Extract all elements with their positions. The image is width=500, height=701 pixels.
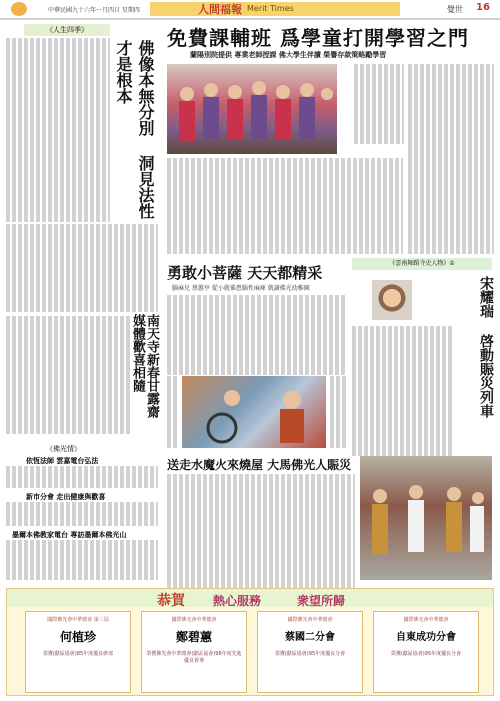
foguang-kicker: 《佛光情》: [46, 445, 81, 453]
flood-relief-photo: [360, 456, 492, 580]
ad-card-1-org: 國際佛光會中華總會 第三屆: [47, 617, 109, 623]
ad-card-4-note: 榮獲(獻區協會)95年度優良分會: [390, 651, 462, 657]
top-photo-caption: [338, 66, 352, 156]
foguang-section: [6, 444, 158, 584]
story2-body-2: [330, 376, 348, 448]
section-name: 覺世: [447, 5, 463, 14]
top-story-body-2: [167, 158, 403, 254]
ad-title-right: 衆望所歸: [297, 594, 346, 608]
wheelchair-child-photo: [182, 376, 326, 448]
side-story-body: [352, 326, 452, 456]
left-article-body-3: [6, 316, 130, 434]
left-headline-2: 南天寺新春甘露齋 媒體歡喜相隨: [130, 314, 159, 418]
issue-date: 中華民國九十六年一月四日 星期四: [48, 7, 140, 14]
buddha-logo-icon: [11, 2, 27, 16]
foguang-body-1: [6, 466, 158, 488]
ad-card-3-org: 國際佛光會中華總會: [287, 617, 333, 623]
ad-title-mid: 熱心服務: [213, 594, 262, 608]
masthead-brand-en: Merit Times: [247, 4, 294, 13]
ad-card-4: [373, 611, 479, 693]
ad-card-1: [25, 611, 131, 693]
left-article-body-2: [6, 224, 158, 312]
children-photo-figures: [167, 64, 337, 154]
top-story-body-1: [354, 64, 404, 144]
page-number: 16: [476, 2, 490, 13]
life-seasons-kicker: 《人生四季》: [24, 24, 110, 36]
ad-card-2-org: 國際佛光會中華總會: [171, 617, 217, 623]
left-headline: 佛像本無分別 洞見法性才是根本: [114, 40, 155, 219]
wheelchair-figures: [182, 376, 326, 448]
side-story-headline: 宋耀瑞 啓動賑災列車: [478, 276, 494, 418]
ad-title-left: 恭賀: [157, 593, 185, 609]
story2-body-1: [167, 295, 347, 375]
ad-card-2-note: 榮獲佛光會中華總會(獻區協會)96年度先進優良督導: [146, 651, 242, 664]
children-class-photo: [167, 64, 337, 154]
ad-card-4-name: 自東成功分會: [396, 632, 456, 643]
side-story-kicker: 《雲南舞蹈寺史人物》①: [352, 258, 492, 270]
ad-card-2: [141, 611, 247, 693]
left-column: [6, 24, 158, 584]
side-story-portrait: [372, 280, 412, 320]
top-story-body-3: [408, 64, 494, 254]
header-divider: [0, 18, 500, 20]
foguang-item-2: 新市分會 走出健康與歡喜: [26, 493, 106, 501]
ad-card-4-org: 國際佛光會中華總會: [403, 617, 449, 623]
congratulations-ad: [6, 588, 494, 696]
ad-card-1-name: 何植珍: [59, 630, 96, 644]
story3-headline: 送走水魔火來燒屋 大馬佛光人賑災: [167, 458, 352, 472]
foguang-body-3: [6, 540, 158, 580]
left-article-body: [6, 38, 110, 222]
page-header: [0, 0, 500, 18]
story2-headline: 勇敢小菩薩 天天都精采: [167, 264, 323, 282]
foguang-item-3: 墨爾本佛教家電台 專訪墨爾本佛光山: [12, 531, 127, 539]
wheelchair-caption: [167, 376, 179, 448]
foguang-body-2: [6, 502, 158, 526]
foguang-item-1: 依恆法師 雲嘉電台弘法: [26, 457, 99, 465]
ad-card-3: [257, 611, 363, 693]
ad-card-3-note: 榮獲(獻區協會)95年度優良分會: [274, 651, 346, 657]
ad-card-3-name: 蔡國二分會: [285, 632, 335, 643]
masthead-brand: 人間福報: [198, 3, 242, 16]
ad-card-2-name: 鄭碧蕙: [175, 630, 212, 644]
story2-subheadline: 腦麻兒 蔡蕙亭 從小就罹患腦性麻痺 就讀佛光幼稚園: [172, 285, 310, 292]
story3-body: [167, 474, 355, 588]
top-story-subheadline: 蘭陽別院提供 專業老師授課 佛大學生伴讀 榮譽存款策略勵學習: [190, 51, 387, 59]
top-story-headline: 免費課輔班 爲學童打開學習之門: [167, 26, 469, 50]
ad-card-1-note: 榮獲(獻區協會)85年度優良幹部: [42, 651, 114, 657]
flood-relief-figures: [360, 456, 492, 580]
